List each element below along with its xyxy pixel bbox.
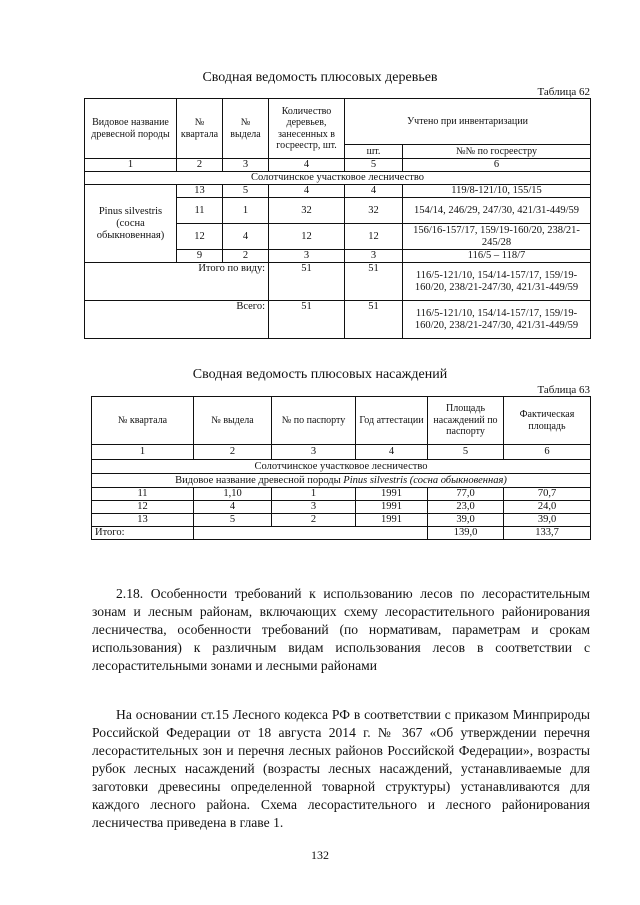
total-row: Итого: 139,0 133,7 — [92, 527, 591, 540]
header-passport: № по паспорту — [272, 397, 356, 445]
species-latin: Pinus silvestris (сосна обыкновенная) — [343, 474, 507, 486]
table-row: 11 1,10 1 1991 77,0 70,7 — [92, 488, 591, 501]
page-number: 132 — [311, 848, 329, 862]
species-row: Видовое название древесной породы Pinus silvestris (сосна обыкновенная) — [92, 474, 591, 488]
subtotal-row: Итого по виду: 51 51 116/5-121/10, 154/14-157/17, 159/19-160/20, 238/21-247/30, 421/31-449/59 — [85, 263, 591, 301]
forestry-row: Солотчинское участковое лесничество — [85, 172, 591, 185]
colnum: 6 — [403, 159, 591, 172]
table62-label: Таблица 62 — [537, 86, 590, 98]
table63-title: Сводная ведомость плюсовых насаждений — [192, 367, 448, 382]
header-area-actual: Фактическая площадь — [504, 397, 591, 445]
header-section: № выдела — [223, 99, 269, 159]
table62 — [84, 98, 591, 339]
table-row: 12 4 12 12 156/16-157/17, 159/19-160/20, 238/21-245/28 — [85, 224, 591, 250]
header-quarter: № квартала — [177, 99, 223, 159]
header-year: Год аттестации — [356, 397, 428, 445]
table-row: 11 1 32 32 154/14, 246/29, 247/30, 421/31-449/59 — [85, 198, 591, 224]
header-pcs: шт. — [345, 145, 403, 159]
colnum: 1 — [92, 445, 194, 460]
colnum: 4 — [356, 445, 428, 460]
colnum: 4 — [269, 159, 345, 172]
table-row: 13 5 2 1991 39,0 39,0 — [92, 514, 591, 527]
colnum: 3 — [223, 159, 269, 172]
header-area-passport: Площадь насаждений по паспорту — [428, 397, 504, 445]
forestry-row: Солотчинское участковое лесничество — [92, 460, 591, 474]
header-registry: №№ по госреестру — [403, 145, 591, 159]
header-inventory: Учтено при инвентаризации — [345, 99, 591, 145]
header-count: Количество деревьев, занесенных в госреестр, шт. — [269, 99, 345, 159]
colnum: 3 — [272, 445, 356, 460]
table62-title: Сводная ведомость плюсовых деревьев — [202, 70, 438, 85]
table-row: Pinus silvestris (сосна обыкновенная) 13 5 4 4 119/8-121/10, 155/15 — [85, 185, 591, 198]
table-row: 12 4 3 1991 23,0 24,0 — [92, 501, 591, 514]
header-section: № выдела — [194, 397, 272, 445]
header-quarter: № квартала — [92, 397, 194, 445]
table-row: 9 2 3 3 116/5 – 118/7 — [85, 250, 591, 263]
table63-label: Таблица 63 — [537, 384, 590, 396]
header-species: Видовое название древесной породы — [85, 99, 177, 159]
table63 — [91, 396, 591, 540]
species-cell: Pinus silvestris (сосна обыкновенная) — [85, 185, 177, 263]
colnum: 5 — [428, 445, 504, 460]
colnum: 1 — [85, 159, 177, 172]
colnum: 6 — [504, 445, 591, 460]
colnum: 2 — [194, 445, 272, 460]
colnum: 2 — [177, 159, 223, 172]
total-row: Всего: 51 51 116/5-121/10, 154/14-157/17, 159/19-160/20, 238/21-247/30, 421/31-449/59 — [85, 301, 591, 339]
colnum: 5 — [345, 159, 403, 172]
section-body: На основании ст.15 Лесного кодекса РФ в соответствии с приказом Минприроды Российской Федерации от 18 августа 2014 г. № 367 «Об утверждении перечня лесорастительных зон и перечня лесных районов Российской Федерации», возрасты рубок лесных насаждений (возрасты лесных насаждений, устанавливаемые для заготовки древесины определенной товарной структуры) устанавливаются для каждого лесного района. Схема лесорастительного и лесного районирования лесничества приведена в главе 1. — [92, 707, 590, 830]
section-heading: 2.18. Особенности требований к использованию лесов по лесорастительным зонам и лесным районам, включающих схему лесорастительного районирования лесничества, особенности требований (по нормативам, параметрам и срокам использования) к различным видам использования лесов в соответствии с лесорастительными зонами и лесными районами — [92, 586, 590, 673]
